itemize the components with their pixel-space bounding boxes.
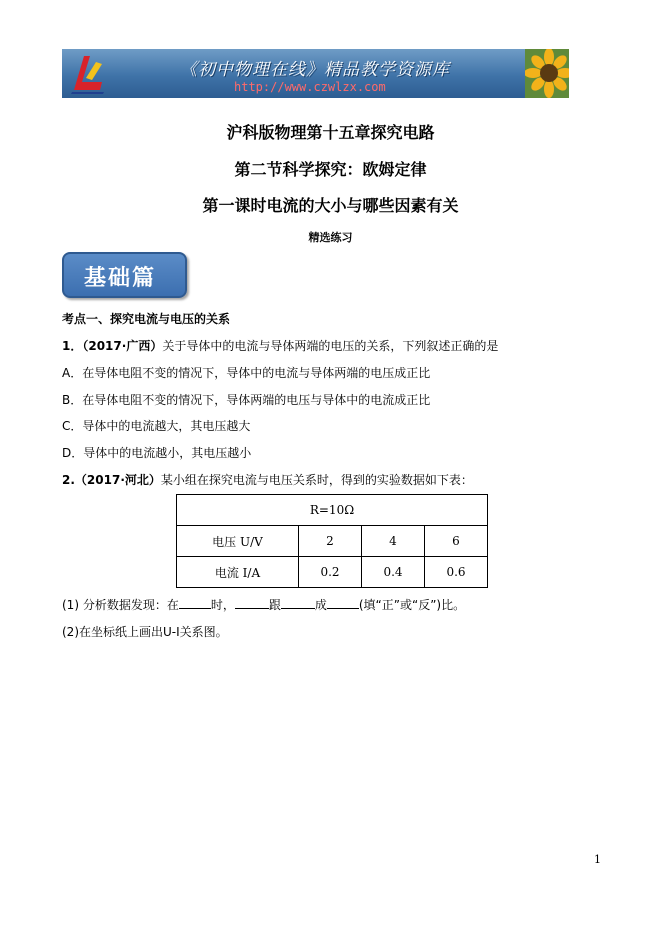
table-row [177,526,488,557]
table-header-cell: R=10Ω [177,495,488,526]
q2-part1-text-c: 跟 [268,598,281,612]
section-heading: 考点一、探究电流与电压的关系 [62,312,231,326]
table-cell: 2 [299,526,362,557]
basic-level-badge [62,252,187,298]
q1-option-d: D．导体中的电流越小，其电压越小 [62,446,252,460]
question-1 [62,337,498,354]
table-cell: 4 [362,526,425,557]
q1-number: 1． [62,339,83,353]
answer-blank[interactable] [281,596,315,609]
table-cell: 0.4 [362,557,425,588]
site-logo-icon [68,52,108,95]
doc-title-section: 第二节科学探究：欧姆定律 [234,160,427,179]
q1-option-c: C．导体中的电流越大，其电压越大 [62,419,251,433]
q2-part-1 [62,596,465,613]
q2-stem: 某小组在探究电流与电压关系时，得到的实验数据如下表： [160,473,473,487]
banner-url: http://www.czwlzx.com [234,80,386,94]
q2-part1-text-e: (填“正”或“反”)比。 [358,598,466,612]
answer-blank[interactable] [327,596,359,609]
q1-source: （2017·广西） [82,339,163,353]
q2-part1-text-b: 时， [210,598,235,612]
basic-level-label: 基础篇 [84,265,157,291]
table-cell: 0.2 [299,557,362,588]
sunflower-icon [525,49,569,98]
doc-title-chapter: 沪科版物理第十五章探究电路 [226,123,435,142]
page-number: 1 [594,853,601,866]
answer-blank[interactable] [235,596,269,609]
doc-title-lesson: 第一课时电流的大小与哪些因素有关 [202,196,459,215]
answer-blank[interactable] [179,596,211,609]
q1-option-b: B．在导体电阻不变的情况下，导体两端的电压与导体中的电流成正比 [62,393,431,407]
table-cell: 0.6 [425,557,488,588]
question-2 [62,471,473,488]
doc-subtitle: 精选练习 [308,231,353,244]
q2-number: 2. [62,473,75,487]
q2-part-2: (2)在坐标纸上画出U-I关系图。 [62,625,228,639]
q1-stem: 关于导体中的电流与导体两端的电压的关系，下列叙述正确的是 [162,339,499,353]
q1-option-a: A．在导体电阻不变的情况下，导体中的电流与导体两端的电压成正比 [62,366,431,380]
data-table [176,494,488,588]
header-banner [62,49,569,98]
q2-source: （2017·河北） [74,473,161,487]
table-row [177,495,488,526]
table-cell: 6 [425,526,488,557]
q2-part1-text-d: 成 [314,598,327,612]
table-row [177,557,488,588]
q2-part1-text-a: (1) 分析数据发现：在 [62,598,179,612]
table-cell: 电压 U/V [177,526,299,557]
banner-title: 《初中物理在线》精品教学资源库 [180,60,450,80]
table-cell: 电流 I/A [177,557,299,588]
